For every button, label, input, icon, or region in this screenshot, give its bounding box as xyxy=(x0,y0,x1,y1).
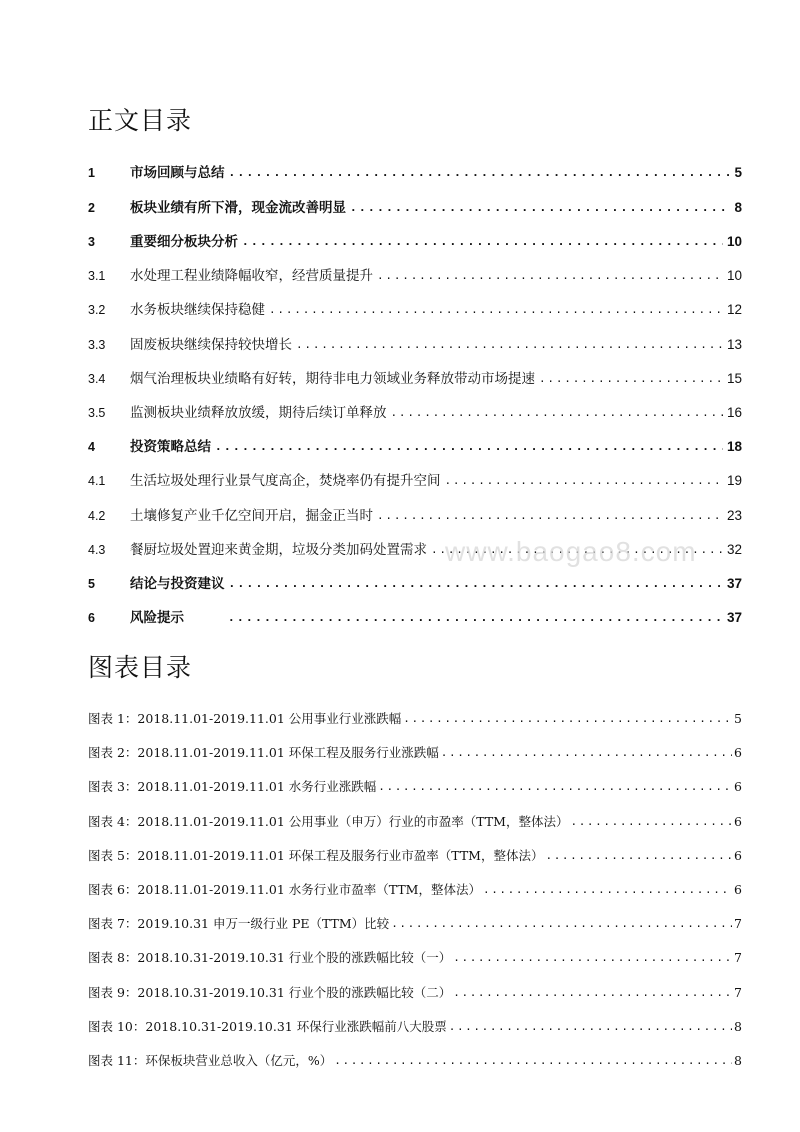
toc-item-label: 烟气治理板块业绩略有好转，期待非电力领域业务释放带动市场提速 xyxy=(130,371,535,387)
figure-item-2[interactable] xyxy=(88,741,742,761)
toc-item-page: 13 xyxy=(726,337,742,352)
figure-leader-dots xyxy=(545,848,732,864)
toc-item-label: 生活垃圾处理行业景气度高企，焚烧率仍有提升空间 xyxy=(130,473,441,489)
toc-item-4-1[interactable] xyxy=(88,469,742,489)
figure-item-9[interactable] xyxy=(88,981,742,1001)
toc-item-label: 市场回顾与总结 xyxy=(130,165,225,181)
toc-item-5[interactable] xyxy=(88,572,742,592)
toc-item-page: 15 xyxy=(726,371,742,386)
toc-item-3-4[interactable] xyxy=(88,367,742,387)
figure-item-label: 图表 3：2018.11.01-2019.11.01 水务行业涨跌幅 xyxy=(88,779,377,794)
figure-item-page: 6 xyxy=(734,745,742,760)
figure-item-page: 7 xyxy=(734,985,742,1000)
toc-item-3-5[interactable] xyxy=(88,401,742,421)
toc-item-label: 水务板块继续保持稳健 xyxy=(130,302,265,318)
figure-item-page: 6 xyxy=(734,814,742,829)
toc-item-page: 37 xyxy=(726,610,742,625)
figure-item-4[interactable] xyxy=(88,810,742,830)
toc-item-label: 监测板块业绩释放放缓，期待后续订单释放 xyxy=(130,405,387,421)
toc-item-3[interactable] xyxy=(88,230,742,250)
toc-leader-dots xyxy=(229,576,723,592)
figure-leader-dots xyxy=(378,779,732,795)
toc-item-2[interactable] xyxy=(88,196,742,216)
figure-item-page: 8 xyxy=(734,1053,742,1068)
toc-item-page: 10 xyxy=(726,234,742,249)
figure-leader-dots xyxy=(391,916,732,932)
figure-item-page: 5 xyxy=(734,711,742,726)
figure-item-label: 图表 11：环保板块营业总收入（亿元，%） xyxy=(88,1053,333,1068)
figure-item-label: 图表 2：2018.11.01-2019.11.01 环保工程及服务行业涨跌幅 xyxy=(88,745,439,760)
figure-item-8[interactable] xyxy=(88,946,742,966)
figure-item-5[interactable] xyxy=(88,844,742,864)
toc-item-label: 风险提示 xyxy=(130,610,184,626)
toc-item-page: 12 xyxy=(726,302,742,317)
toc-item-page: 10 xyxy=(726,268,742,283)
figure-leader-dots xyxy=(449,1019,732,1035)
toc-item-number: 4.1 xyxy=(88,474,106,488)
toc-item-number: 6 xyxy=(88,611,95,625)
figure-leader-dots xyxy=(570,814,732,830)
toc-item-4[interactable] xyxy=(88,435,742,455)
figure-item-page: 8 xyxy=(734,1019,742,1034)
figure-item-label: 图表 8：2018.10.31-2019.10.31 行业个股的涨跌幅比较（一） xyxy=(88,950,452,965)
toc-leader-dots xyxy=(296,337,723,353)
figure-leader-dots xyxy=(453,985,732,1001)
toc-item-label: 重要细分板块分析 xyxy=(130,234,238,250)
figure-leader-dots xyxy=(453,950,732,966)
figure-item-label: 图表 10：2018.10.31-2019.10.31 环保行业涨跌幅前八大股票 xyxy=(88,1019,447,1034)
figure-item-6[interactable] xyxy=(88,878,742,898)
figure-list-title: 图表目录 xyxy=(88,653,193,682)
toc-item-number: 4.2 xyxy=(88,509,106,523)
figure-item-10[interactable] xyxy=(88,1015,742,1035)
toc-item-4-3[interactable] xyxy=(88,538,742,558)
toc-item-label: 土壤修复产业千亿空间开启，掘金正当时 xyxy=(130,508,373,524)
toc-item-number: 3.3 xyxy=(88,338,106,352)
toc-item-1[interactable] xyxy=(88,161,742,181)
figure-item-page: 6 xyxy=(734,882,742,897)
toc-item-number: 5 xyxy=(88,577,95,591)
figure-item-label: 图表 6：2018.11.01-2019.11.01 水务行业市盈率（TTM，整体法） xyxy=(88,882,481,897)
figure-leader-dots xyxy=(403,711,732,727)
toc-item-page: 5 xyxy=(734,165,742,180)
toc-item-number: 3.4 xyxy=(88,372,106,386)
figure-item-label: 图表 1：2018.11.01-2019.11.01 公用事业行业涨跌幅 xyxy=(88,711,402,726)
toc-item-page: 19 xyxy=(726,473,742,488)
figure-item-page: 6 xyxy=(734,779,742,794)
toc-leader-dots xyxy=(431,542,723,558)
toc-leader-dots xyxy=(539,371,723,387)
toc-item-4-2[interactable] xyxy=(88,504,742,524)
toc-leader-dots xyxy=(377,508,723,524)
toc-leader-dots xyxy=(445,473,723,489)
toc-leader-dots xyxy=(350,200,730,216)
toc-item-page: 8 xyxy=(734,200,742,215)
figure-item-label: 图表 7：2019.10.31 申万一级行业 PE（TTM）比较 xyxy=(88,916,390,931)
figure-item-3[interactable] xyxy=(88,775,742,795)
figure-leader-dots xyxy=(483,882,732,898)
toc-item-label: 投资策略总结 xyxy=(130,439,211,455)
toc-item-3-2[interactable] xyxy=(88,298,742,318)
toc-item-number: 3 xyxy=(88,235,95,249)
toc-item-page: 16 xyxy=(726,405,742,420)
toc-item-number: 1 xyxy=(88,166,95,180)
figure-item-1[interactable] xyxy=(88,707,742,727)
toc-item-label: 餐厨垃圾处置迎来黄金期，垃圾分类加码处置需求 xyxy=(130,542,427,558)
toc-item-page: 23 xyxy=(726,508,742,523)
figure-item-11[interactable] xyxy=(88,1049,742,1069)
toc-item-number: 2 xyxy=(88,201,95,215)
figure-item-page: 7 xyxy=(734,950,742,965)
toc-item-3-3[interactable] xyxy=(88,333,742,353)
toc-leader-dots xyxy=(391,405,723,421)
toc-item-number: 3.1 xyxy=(88,269,106,283)
figure-item-label: 图表 5：2018.11.01-2019.11.01 环保工程及服务行业市盈率（TTM，整体法） xyxy=(88,848,544,863)
toc-leader-dots xyxy=(215,439,723,455)
figure-leader-dots xyxy=(334,1053,732,1069)
toc-item-label: 固废板块继续保持较快增长 xyxy=(130,337,292,353)
toc-title: 正文目录 xyxy=(88,106,193,135)
toc-leader-dots xyxy=(228,610,723,626)
toc-item-number: 4 xyxy=(88,440,95,454)
toc-item-label: 水处理工程业绩降幅收窄，经营质量提升 xyxy=(130,268,373,284)
toc-item-page: 37 xyxy=(726,576,742,591)
toc-leader-dots xyxy=(242,234,723,250)
figure-item-label: 图表 9：2018.10.31-2019.10.31 行业个股的涨跌幅比较（二） xyxy=(88,985,452,1000)
figure-leader-dots xyxy=(441,745,732,761)
toc-item-number: 4.3 xyxy=(88,543,106,557)
toc-item-number: 3.5 xyxy=(88,406,106,420)
toc-item-page: 18 xyxy=(726,439,742,454)
toc-item-3-1[interactable] xyxy=(88,264,742,284)
toc-leader-dots xyxy=(229,165,731,181)
figure-item-7[interactable] xyxy=(88,912,742,932)
figure-item-page: 6 xyxy=(734,848,742,863)
toc-leader-dots xyxy=(377,268,723,284)
toc-item-label: 板块业绩有所下滑，现金流改善明显 xyxy=(130,200,346,216)
toc-item-page: 32 xyxy=(726,542,742,557)
toc-item-number: 3.2 xyxy=(88,303,106,317)
toc-item-label: 结论与投资建议 xyxy=(130,576,225,592)
toc-leader-dots xyxy=(269,302,723,318)
watermark: www.baogao8.com xyxy=(445,536,697,567)
figure-item-page: 7 xyxy=(734,916,742,931)
toc-item-6[interactable] xyxy=(88,606,742,626)
figure-item-label: 图表 4：2018.11.01-2019.11.01 公用事业（申万）行业的市盈率（TTM，整体法） xyxy=(88,814,569,829)
